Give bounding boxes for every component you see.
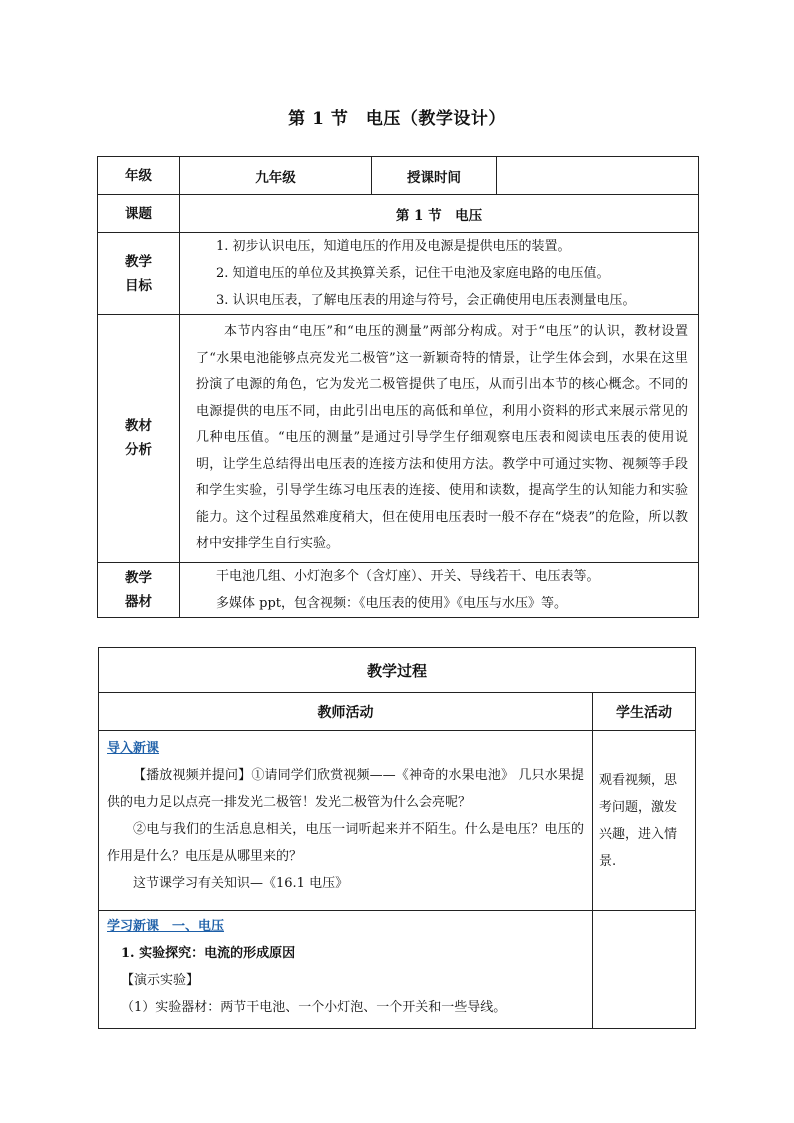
new-student-cell (593, 911, 696, 1029)
equipment-label-line2: 器材 (125, 593, 152, 610)
page-title: 第 1 节 电压（教学设计） (288, 109, 506, 129)
objective-item: 2. 知道电压的单位及其换算关系，记住干电池及家庭电路的电压值。 (216, 266, 610, 281)
new-item-heading: 1. 实验探究：电流的形成原因 (121, 946, 296, 961)
grade-label: 年级 (98, 157, 180, 195)
intro-paragraph: ②电与我们的生活息息相关，电压一词听起来并不陌生。什么是电压？电压的作用是什么？电压是从哪里来的？ (107, 822, 584, 864)
intro-teacher-cell (99, 731, 593, 911)
topic-value: 第 1 节 电压 (180, 195, 699, 233)
analysis-label-line1: 教材 (125, 418, 152, 435)
new-section-title: 学习新课 一、电压 (107, 919, 225, 934)
intro-student-cell: 观看视频，思考问题，激发兴趣，进入情景. (593, 731, 696, 911)
new-teacher-cell (99, 911, 593, 1029)
teaching-process-table (98, 647, 696, 1029)
intro-section-title: 导入新课 (107, 741, 160, 756)
objectives-cell (180, 233, 699, 315)
equipment-item: 多媒体 ppt，包含视频：《电压表的使用》《电压与水压》等。 (216, 595, 568, 611)
objectives-label-line2: 目标 (125, 277, 152, 294)
objectives-label-line1: 教学 (125, 253, 152, 270)
intro-paragraph: 【播放视频并提问】①请同学们欣赏视频——《神奇的水果电池》 几只水果提供的电力足以点亮一排发光二极管！发光二极管为什么会亮呢？ (107, 768, 584, 810)
process-heading: 教学过程 (99, 648, 696, 693)
objective-item: 3. 认识电压表，了解电压表的用途与符号，会正确使用电压表测量电压。 (216, 293, 636, 308)
analysis-cell (180, 315, 699, 563)
equipment-label-line1: 教学 (125, 569, 152, 586)
objectives-label (98, 233, 180, 315)
analysis-label (98, 315, 180, 563)
analysis-label-line2: 分析 (125, 442, 152, 459)
time-value (497, 157, 699, 195)
teacher-column-header: 教师活动 (99, 693, 593, 731)
equipment-item: 干电池几组、小灯泡多个（含灯座）、开关、导线若干、电压表等。 (216, 568, 600, 584)
grade-value: 九年级 (180, 157, 372, 195)
analysis-text: 本节内容由“电压”和“电压的测量”两部分构成。对于“电压”的认识，教材设置了“水果电池能够点亮发光二极管”这一新颖奇特的情景，让学生体会到，水果在这里扮演了电源的角色，它为发光二极管提供了电压，从而引出本节的核心概念。不同的电源提供的电压不同，由此引出电压的高低和单位，利用小资料的形式来展示常见的几种电压值。“电压的测量”是通过引导学生仔细观察电压表和阅读电压表的使用说明，让学生总结得出电压表的连接方法和使用方法。教学中可通过实物、视频等手段和学生实验，引导学生练习电压表的连接、使用和读数，提高学生的认知能力和实验能力。这个过程虽然难度稍大，但在使用电压表时一般不存在“烧表”的危险，所以教材中安排学生自行实验。 (196, 324, 688, 551)
student-column-header: 学生活动 (593, 693, 696, 731)
new-item-demo: 【演示实验】 (121, 973, 200, 988)
topic-label: 课题 (98, 195, 180, 233)
new-item-materials: （1）实验器材：两节干电池、一个小灯泡、一个开关和一些导线。 (121, 1000, 507, 1015)
time-label: 授课时间 (372, 157, 497, 195)
intro-paragraph: 这节课学习有关知识—《16.1 电压》 (133, 876, 349, 891)
equipment-label (98, 562, 180, 617)
equipment-cell (180, 562, 699, 617)
objective-item: 1. 初步认识电压，知道电压的作用及电源是提供电压的装置。 (216, 239, 571, 254)
lesson-info-table (97, 156, 699, 618)
